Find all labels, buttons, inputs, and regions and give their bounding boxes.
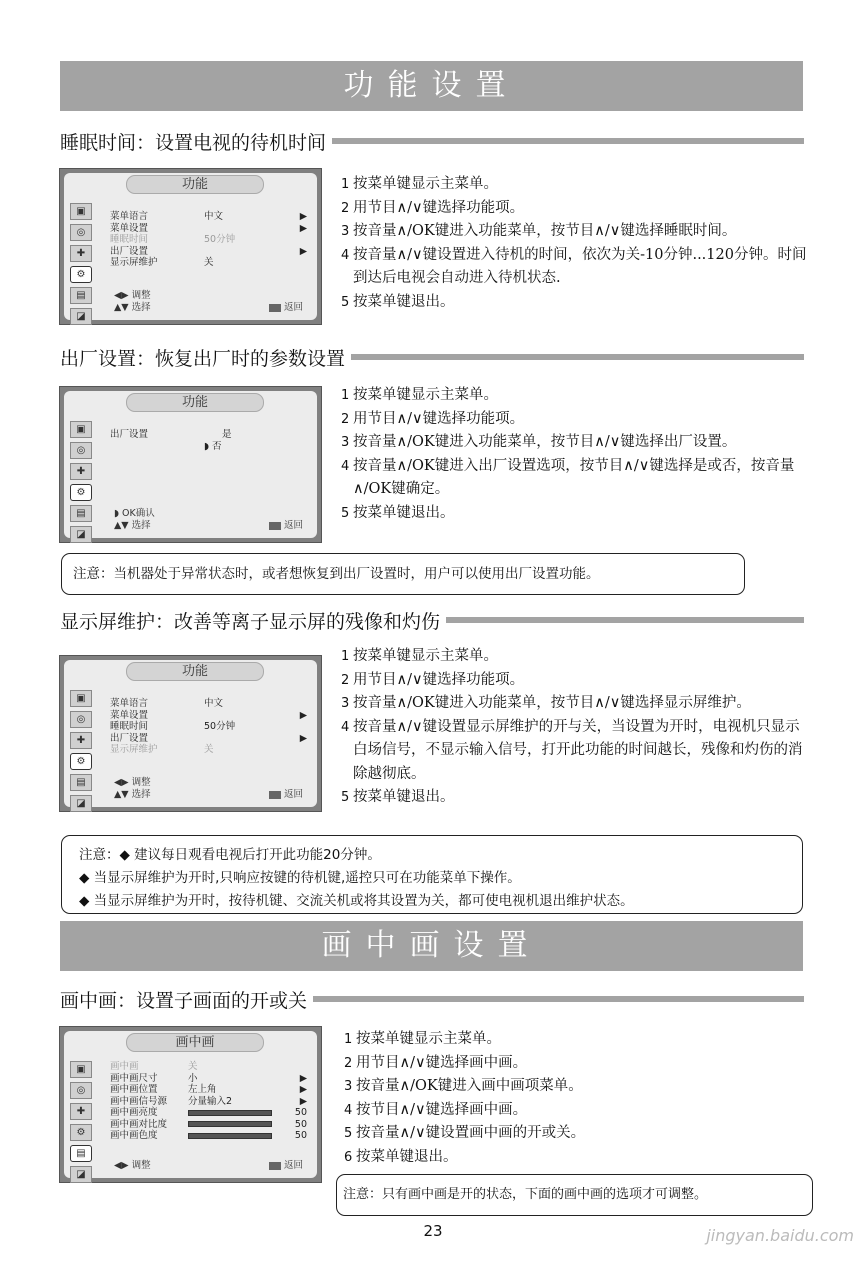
section-heading-screen [60, 608, 804, 632]
steps-factory [341, 384, 807, 525]
menu-row-slider: 画中画对比度 50 [110, 1118, 307, 1130]
menu-panel [64, 1031, 317, 1178]
note-line: ◆ 当显示屏维护为开时,只响应按键的待机键,遥控只可在功能菜单下操作。 [79, 870, 521, 886]
source-icon: ◪ [70, 308, 92, 325]
menu-row: 菜单设置 ▶ [110, 709, 307, 721]
up-down-arrows-icon: ▲▼ [114, 520, 132, 531]
note-pip: 注意：只有画中画是开的状态，下面的画中画的选项才可调整。 [336, 1174, 813, 1216]
page-title-banner: 功能设置 [60, 61, 803, 111]
step-item: 4 按音量∧/∨键设置进入待机的时间，依次为关-10分钟...120分钟。时间到达后电视会自动进入待机状态. [341, 246, 807, 286]
left-right-arrows-icon: ◀▶ [114, 1160, 132, 1171]
step-item: 4 按音量∧/OK键进入出厂设置选项，按节目∧/∨键选择是或否，按音量∧/OK键确定。 [341, 457, 795, 497]
section-heading-sleep [60, 129, 804, 153]
menu-row: 出厂设置 ▶ [110, 732, 307, 744]
menu-row: 出厂设置 是 [110, 429, 232, 440]
menu-rows [110, 429, 307, 452]
picture-icon: ▣ [70, 421, 92, 438]
sound-icon: ◎ [70, 224, 92, 241]
menu-footer: ◀▶ 调整 ▲▼ 选择 返回 [114, 290, 303, 313]
menu-row: 画中画信号源 分量输入2 ▶ [110, 1095, 307, 1107]
slider-bar [188, 1121, 272, 1127]
function-icon: ⚙ [70, 1124, 92, 1141]
step-item: 5 按菜单键退出。 [341, 293, 455, 310]
menu-row: 菜单设置 ▶ [110, 222, 307, 234]
step-item: 1 按菜单键显示主菜单。 [341, 387, 498, 403]
sound-icon: ◎ [70, 711, 92, 728]
section-heading-pip [60, 987, 804, 1011]
menu-title: 功能 [126, 393, 264, 412]
steps-sleep [341, 173, 807, 314]
menu-row: 菜单语言 中文 ▶ [110, 211, 307, 222]
channel-icon: ✚ [70, 245, 92, 262]
step-item: 3 按音量∧/OK键进入画中画项菜单。 [344, 1078, 583, 1094]
function-icon: ⚙ [70, 484, 92, 501]
pip-icon: ▤ [70, 287, 92, 304]
divider [332, 138, 804, 144]
channel-icon: ✚ [70, 463, 92, 480]
step-item: 6 按菜单键退出。 [344, 1148, 458, 1165]
picture-icon: ▣ [70, 690, 92, 707]
step-item: 5 按音量∧/∨键设置画中画的开或关。 [344, 1125, 586, 1141]
step-item: 1 按菜单键显示主菜单。 [344, 1031, 501, 1047]
menu-rows [110, 1061, 307, 1142]
menu-panel [64, 173, 317, 320]
divider [351, 354, 804, 360]
step-item: 5 按菜单键退出。 [341, 504, 455, 521]
step-item: 1 按菜单键显示主菜单。 [341, 176, 498, 192]
menu-row-selected: 睡眠时间 50分钟 [110, 234, 236, 245]
step-item: 5 按菜单键退出。 [341, 789, 455, 805]
page-title-banner-pip: 画中画设置 [60, 921, 803, 971]
osd-menu-pip [59, 1026, 322, 1183]
up-down-arrows-icon: ▲▼ [114, 302, 132, 313]
note-screen [61, 835, 803, 914]
left-right-arrows-icon: ◀▶ [114, 290, 132, 301]
note-line: ◆ 当显示屏维护为开时，按待机键、交流关机或将其设置为关，都可使电视机退出维护状态。 [79, 893, 634, 909]
pointer-icon: ◗ [204, 440, 213, 452]
menu-footer: ◀▶ 调整 返回 [114, 1160, 303, 1171]
menu-key-icon [269, 791, 281, 799]
pip-icon: ▤ [70, 1145, 92, 1162]
step-item: 2 用节目∧/∨键选择功能项。 [341, 199, 525, 216]
function-icon: ⚙ [70, 753, 92, 770]
note-line: 注意：◆ 建议每日观看电视后打开此功能20分钟。 [79, 847, 381, 863]
menu-key-icon [269, 522, 281, 530]
step-item: 3 按音量∧/OK键进入功能菜单，按节目∧/∨键选择睡眠时间。 [341, 223, 737, 239]
source-icon: ◪ [70, 1166, 92, 1183]
step-item: 1 按菜单键显示主菜单。 [341, 648, 498, 664]
section-title: 出厂设置：恢复出厂时的参数设置 [60, 347, 346, 370]
menu-row: 显示屏维护 关 [110, 257, 214, 268]
menu-row: 出厂设置 ▶ [110, 245, 307, 257]
menu-rows [110, 211, 307, 269]
menu-footer: ◀▶ 调整 ▲▼ 选择 返回 [114, 777, 303, 800]
step-item: 4 按音量∧/∨键设置显示屏维护的开与关，当设置为开时，电视机只显示白场信号，不显示输入信号，打开此功能的时间越长，残像和灼伤的消除越彻底。 [341, 718, 803, 782]
sound-icon: ◎ [70, 442, 92, 459]
osd-menu-factory [59, 386, 322, 543]
note-factory: 注意：当机器处于异常状态时，或者想恢复到出厂设置时，用户可以使用出厂设置功能。 [61, 553, 745, 595]
menu-row: 菜单语言 中文 [110, 698, 224, 709]
pip-icon: ▤ [70, 774, 92, 791]
step-item: 2 用节目∧/∨键选择画中画。 [344, 1054, 528, 1071]
step-item: 2 用节目∧/∨键选择功能项。 [341, 410, 525, 427]
menu-icon-column [66, 421, 96, 547]
channel-icon: ✚ [70, 1103, 92, 1120]
menu-row: ◗ 否 [204, 440, 222, 452]
step-item: 4 按节目∧/∨键选择画中画。 [344, 1101, 528, 1118]
step-item: 3 按音量∧/OK键进入功能菜单，按节目∧/∨键选择出厂设置。 [341, 434, 737, 450]
step-item: 3 按音量∧/OK键进入功能菜单，按节目∧/∨键选择显示屏维护。 [341, 695, 751, 711]
source-icon: ◪ [70, 526, 92, 543]
menu-key-icon [269, 304, 281, 312]
watermark: jingyan.baidu.com [706, 1226, 854, 1245]
menu-panel [64, 660, 317, 807]
pip-icon: ▤ [70, 505, 92, 522]
divider [313, 996, 804, 1002]
slider-bar [188, 1110, 272, 1116]
menu-row-slider: 画中画亮度 50 [110, 1107, 307, 1118]
menu-key-icon [269, 1162, 281, 1170]
slider-bar [188, 1133, 272, 1139]
sound-icon: ◎ [70, 1082, 92, 1099]
divider [446, 617, 804, 623]
menu-row-selected: 显示屏维护 关 [110, 744, 214, 755]
menu-icon-column [66, 203, 96, 329]
osd-menu-sleep [59, 168, 322, 325]
page-number: 23 [423, 1222, 443, 1240]
menu-rows [110, 698, 307, 756]
menu-footer: ◗ OK确认 ▲▼ 选择 返回 [114, 508, 303, 531]
function-icon: ⚙ [70, 266, 92, 283]
source-icon: ◪ [70, 795, 92, 812]
menu-icon-column [66, 690, 96, 816]
menu-title: 画中画 [126, 1033, 264, 1052]
menu-row-slider: 画中画色度 50 [110, 1130, 307, 1141]
picture-icon: ▣ [70, 203, 92, 220]
section-heading-factory [60, 345, 804, 369]
menu-title: 功能 [126, 662, 264, 681]
up-down-arrows-icon: ▲▼ [114, 789, 132, 800]
channel-icon: ✚ [70, 732, 92, 749]
section-title: 显示屏维护：改善等离子显示屏的残像和灼伤 [60, 610, 441, 633]
section-title: 睡眠时间：设置电视的待机时间 [60, 131, 327, 154]
osd-menu-screen [59, 655, 322, 812]
section-title: 画中画：设置子画面的开或关 [60, 989, 308, 1012]
left-right-arrows-icon: ◀▶ [114, 777, 132, 788]
ok-icon: ◗ [114, 508, 123, 519]
menu-panel [64, 391, 317, 538]
menu-icon-column [66, 1061, 96, 1187]
menu-row-selected: 画中画 关 [110, 1061, 198, 1072]
menu-row: 画中画位置 左上角 ▶ [110, 1084, 307, 1095]
menu-row: 睡眠时间 50分钟 [110, 721, 236, 732]
step-item: 2 用节目∧/∨键选择功能项。 [341, 671, 525, 688]
menu-row: 画中画尺寸 小 ▶ [110, 1072, 307, 1084]
steps-screen [341, 645, 807, 810]
steps-pip [344, 1028, 810, 1169]
picture-icon: ▣ [70, 1061, 92, 1078]
menu-title: 功能 [126, 175, 264, 194]
